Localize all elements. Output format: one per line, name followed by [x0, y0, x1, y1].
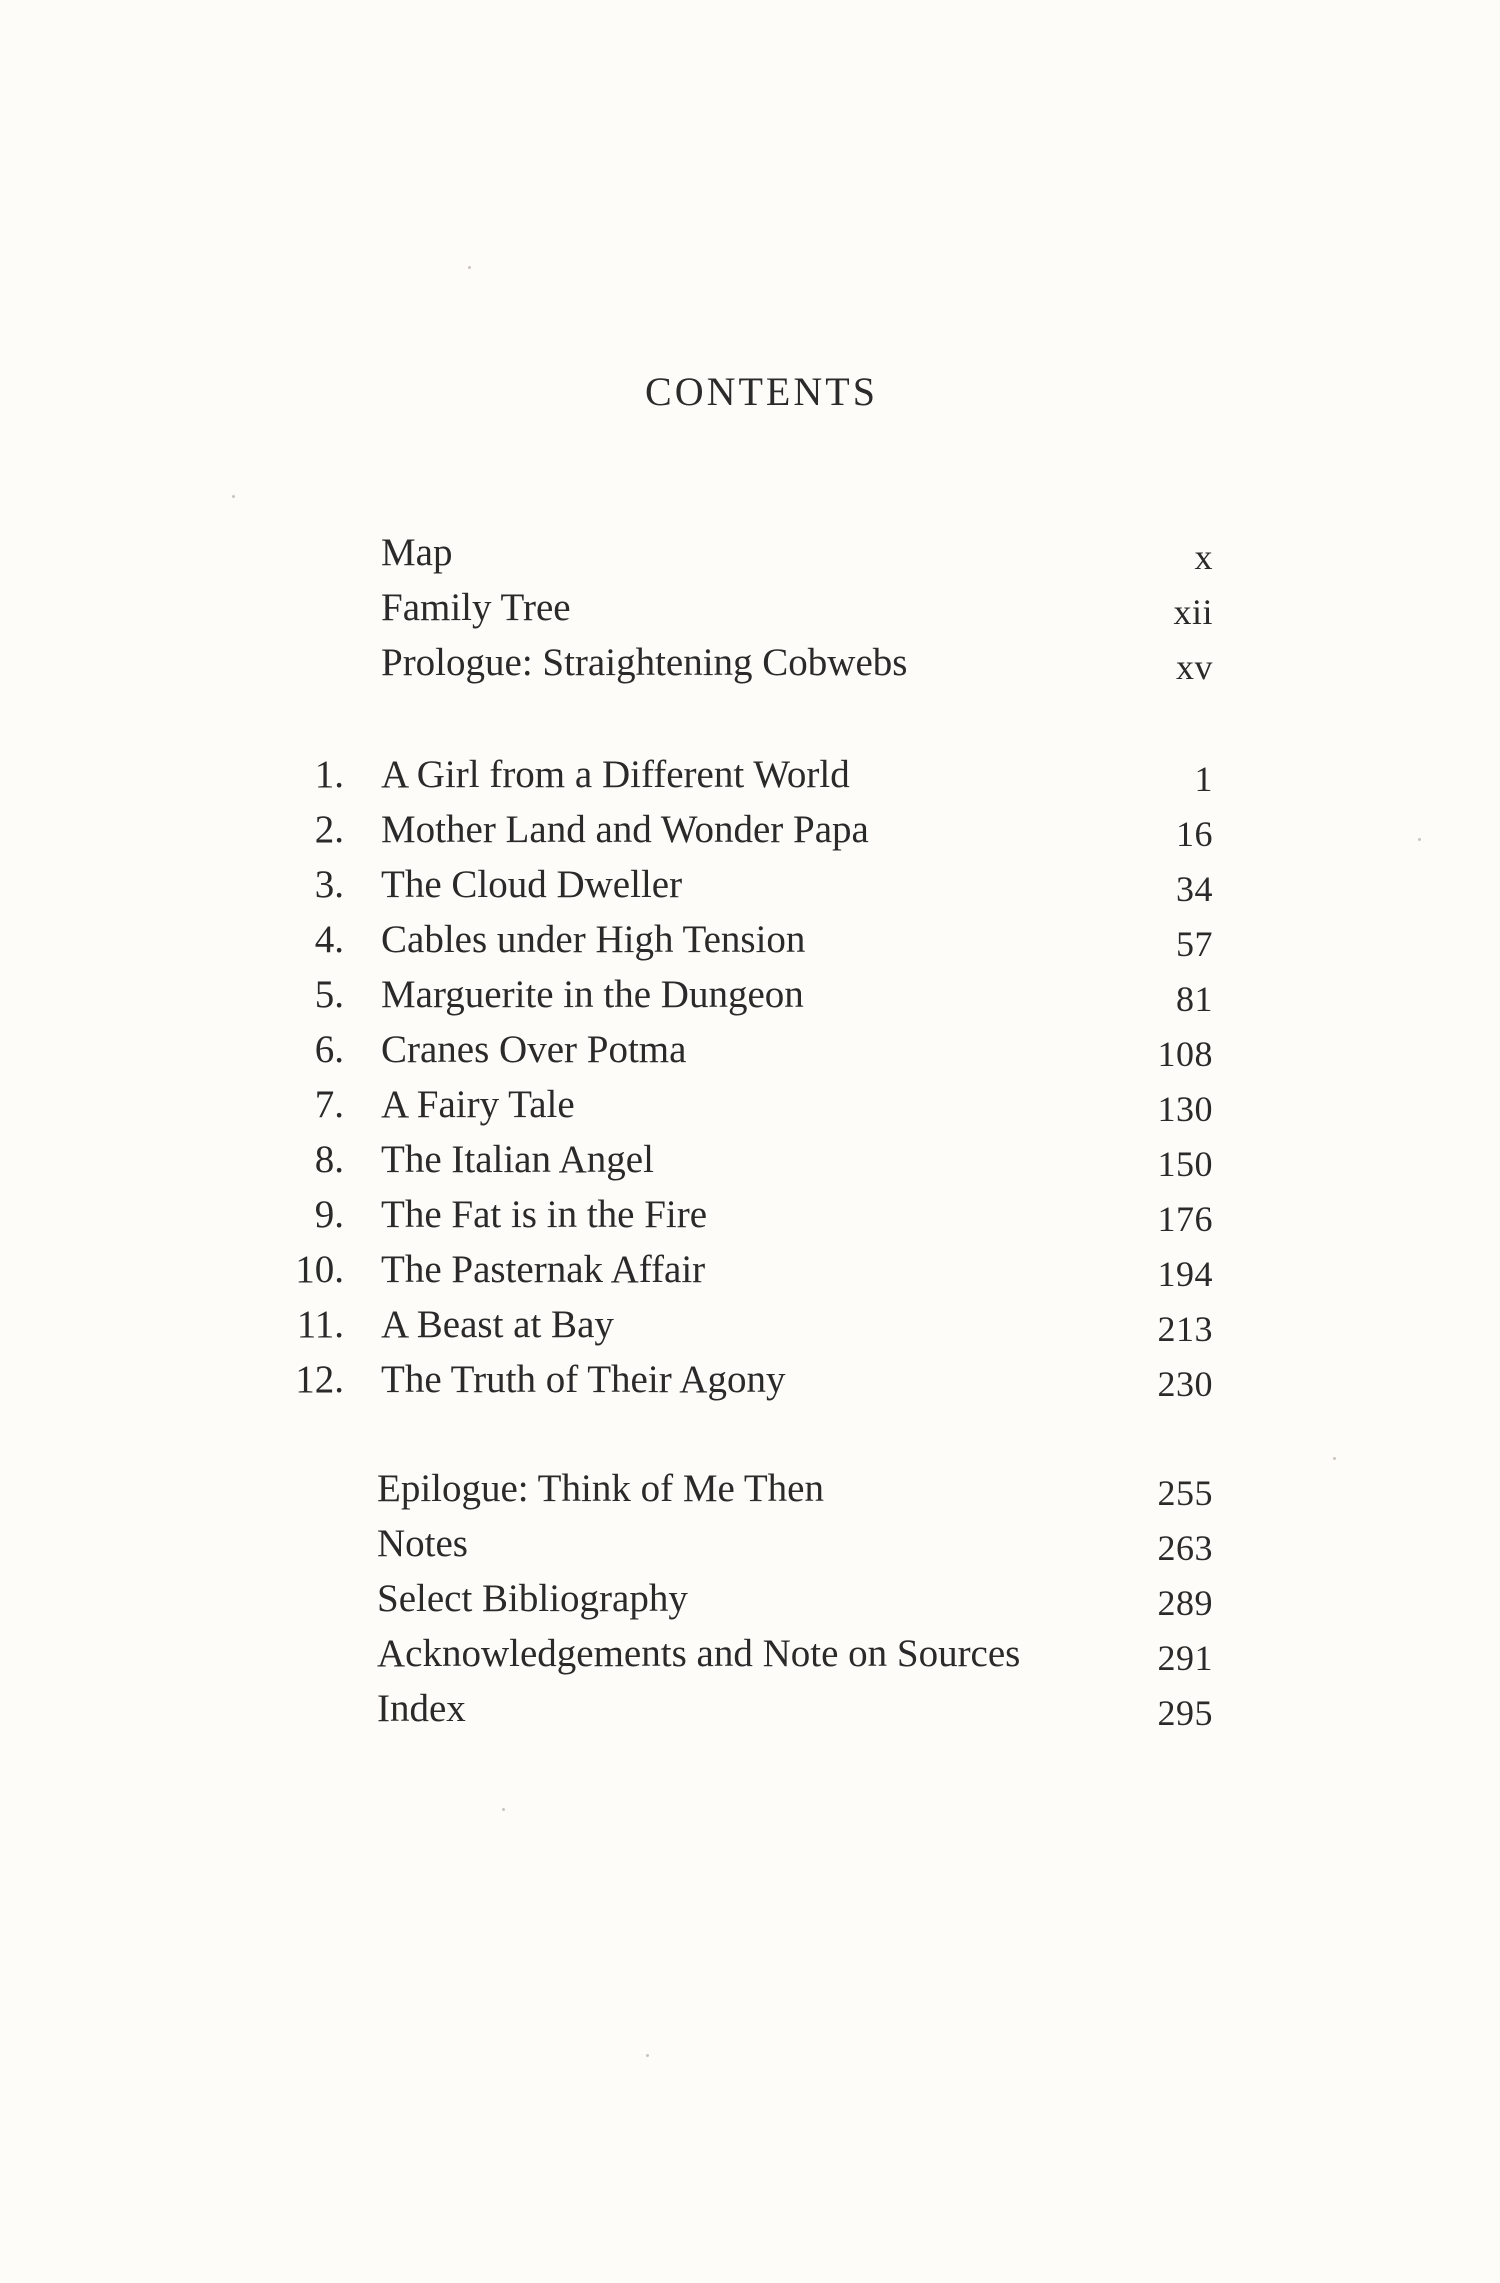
chapter-page: 176 — [1157, 1199, 1213, 1239]
chapter-page: 150 — [1157, 1144, 1213, 1184]
chapter-page: 34 — [1176, 869, 1213, 909]
chapter-number: 12. — [295, 1358, 344, 1401]
toc-chapter-5[interactable] — [0, 972, 1500, 1027]
toc-chapter-3[interactable] — [0, 862, 1500, 917]
toc-chapter-7[interactable] — [0, 1082, 1500, 1137]
paper-speck — [1418, 838, 1421, 841]
toc-entry-prologue[interactable] — [0, 640, 1500, 695]
toc-entry-bibliography[interactable] — [0, 1576, 1500, 1631]
toc-chapter-11[interactable] — [0, 1302, 1500, 1357]
toc-entry-label: Map — [381, 531, 453, 574]
toc-entry-epilogue[interactable] — [0, 1466, 1500, 1521]
toc-chapter-12[interactable] — [0, 1357, 1500, 1412]
chapter-number: 9. — [314, 1193, 344, 1236]
paper-speck — [232, 495, 235, 498]
toc-chapter-8[interactable] — [0, 1137, 1500, 1192]
chapter-page: 108 — [1157, 1034, 1213, 1074]
toc-entry-page: xii — [1173, 592, 1213, 632]
chapter-number: 5. — [314, 973, 344, 1016]
toc-entry-label: Prologue: Straightening Cobwebs — [381, 641, 908, 684]
chapter-title: The Truth of Their Agony — [381, 1358, 786, 1401]
chapter-page: 213 — [1157, 1309, 1213, 1349]
chapter-title: The Italian Angel — [381, 1138, 654, 1181]
toc-entry-label: Acknowledgements and Note on Sources — [377, 1632, 1021, 1675]
toc-entry-page: x — [1194, 537, 1213, 577]
toc-chapter-4[interactable] — [0, 917, 1500, 972]
chapter-number: 11. — [296, 1303, 344, 1346]
toc-entry-map[interactable] — [0, 530, 1500, 585]
toc-entry-page: 289 — [1157, 1583, 1213, 1623]
chapter-number: 2. — [314, 808, 344, 851]
toc-chapters — [0, 752, 1500, 1412]
toc-chapter-6[interactable] — [0, 1027, 1500, 1082]
toc-entry-label: Index — [377, 1687, 466, 1730]
page-title: CONTENTS — [645, 369, 878, 414]
chapter-page: 57 — [1176, 924, 1213, 964]
chapter-number: 7. — [314, 1083, 344, 1126]
chapter-page: 194 — [1157, 1254, 1213, 1294]
chapter-number: 8. — [314, 1138, 344, 1181]
paper-speck — [468, 266, 471, 269]
chapter-title: Cables under High Tension — [381, 918, 806, 961]
chapter-number: 3. — [314, 863, 344, 906]
chapter-title: Mother Land and Wonder Papa — [381, 808, 869, 851]
chapter-number: 4. — [314, 918, 344, 961]
toc-entry-page: xv — [1176, 647, 1213, 687]
toc-entry-label: Epilogue: Think of Me Then — [377, 1467, 824, 1510]
chapter-page: 1 — [1194, 759, 1213, 799]
toc-chapter-10[interactable] — [0, 1247, 1500, 1302]
chapter-number: 10. — [295, 1248, 344, 1291]
toc-entry-label: Select Bibliography — [377, 1577, 688, 1620]
chapter-title: A Beast at Bay — [381, 1303, 614, 1346]
toc-entry-page: 255 — [1157, 1473, 1213, 1513]
toc-entry-page: 263 — [1157, 1528, 1213, 1568]
toc-entry-page: 291 — [1157, 1638, 1213, 1678]
toc-entry-label: Notes — [377, 1522, 468, 1565]
chapter-title: The Cloud Dweller — [381, 863, 683, 906]
toc-chapter-1[interactable] — [0, 752, 1500, 807]
toc-chapter-9[interactable] — [0, 1192, 1500, 1247]
chapter-page: 16 — [1176, 814, 1213, 854]
toc-entry-acknowledgements[interactable] — [0, 1631, 1500, 1686]
chapter-title: A Girl from a Different World — [381, 753, 850, 796]
chapter-title: Cranes Over Potma — [381, 1028, 687, 1071]
chapter-number: 1. — [314, 753, 344, 796]
toc-front-matter — [0, 530, 1500, 695]
toc-entry-family-tree[interactable] — [0, 585, 1500, 640]
chapter-title: The Fat is in the Fire — [381, 1193, 708, 1236]
chapter-page: 230 — [1157, 1364, 1213, 1404]
paper-speck — [646, 2054, 649, 2057]
chapter-page: 81 — [1176, 979, 1213, 1019]
chapter-page: 130 — [1157, 1089, 1213, 1129]
chapter-title: The Pasternak Affair — [381, 1248, 706, 1291]
toc-back-matter — [0, 1466, 1500, 1741]
paper-speck — [502, 1808, 505, 1811]
chapter-number: 6. — [314, 1028, 344, 1071]
toc-entry-index[interactable] — [0, 1686, 1500, 1741]
chapter-title: Marguerite in the Dungeon — [381, 973, 804, 1016]
toc-entry-notes[interactable] — [0, 1521, 1500, 1576]
toc-entry-page: 295 — [1157, 1693, 1213, 1733]
toc-chapter-2[interactable] — [0, 807, 1500, 862]
toc-entry-label: Family Tree — [381, 586, 571, 629]
chapter-title: A Fairy Tale — [381, 1083, 575, 1126]
paper-speck — [1333, 1457, 1336, 1460]
